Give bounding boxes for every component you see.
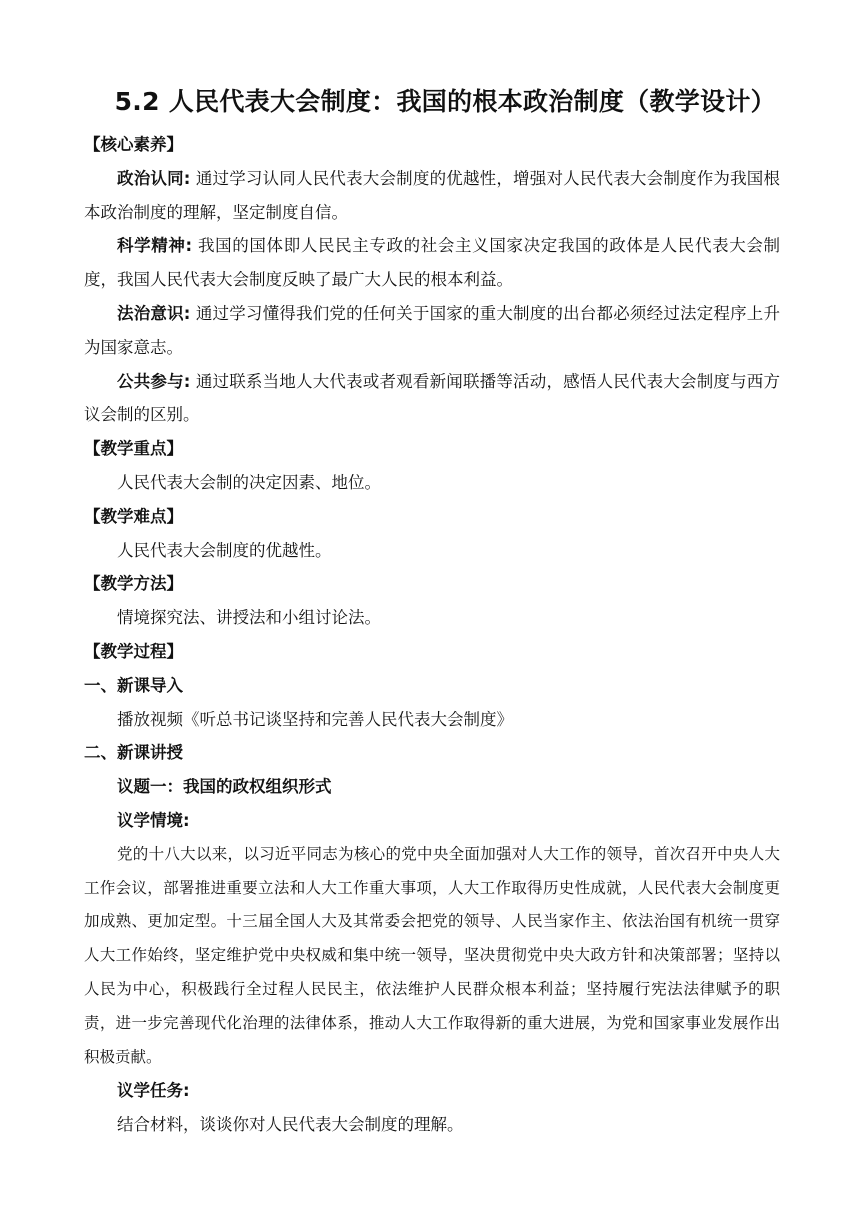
- process-part2-heading: 二、新课讲授: [84, 743, 183, 763]
- difficulties-text: 人民代表大会制度的优越性。: [117, 540, 332, 560]
- context-label: 议学情境:: [117, 810, 190, 830]
- document-title: 5.2 人民代表大会制度：我国的根本政治制度（教学设计）: [114, 87, 776, 116]
- core-item-political: [84, 162, 780, 230]
- core-item-law: [84, 297, 780, 365]
- section-heading-difficulties: 【教学难点】: [84, 506, 183, 526]
- document-body: [84, 128, 780, 1142]
- process-part1-heading: 一、新课导入: [84, 675, 183, 695]
- task-text: 结合材料，谈谈你对人民代表大会制度的理解。: [117, 1115, 464, 1135]
- core-item-text: 我国的国体即人民民主专政的社会主义国家决定我国的政体是人民代表大会制度，我国人民代表大会制度反映了最广大人民的根本利益。: [84, 236, 780, 290]
- context-paragraph: 党的十八大以来，以习近平同志为核心的党中央全面加强对人大工作的领导，首次召开中央人大工作会议，部署推进重要立法和人大工作重大事项，人大工作取得历史性成就，人民代表大会制度更加成熟、更加定型。十三届全国人大及其常委会把党的领导、人民当家作主、依法治国有机统一贯穿人大工作始终，坚定维护党中央权威和集中统一领导，坚决贯彻党中央大政方针和决策部署；坚持以人民为中心，积极践行全过程人民民主，依法维护人民群众根本利益；坚持履行宪法法律赋予的职责，进一步完善现代化治理的法律体系，推动人大工作取得新的重大进展，为党和国家事业发展作出积极贡献。: [84, 844, 780, 1066]
- key-points-text: 人民代表大会制的决定因素、地位。: [117, 472, 381, 492]
- core-item-participation: [84, 365, 780, 433]
- core-item-text: 通过联系当地人大代表或者观看新闻联播等活动，感悟人民代表大会制度与西方议会制的区别。: [84, 371, 780, 425]
- topic-heading: 议题一：我国的政权组织形式: [117, 777, 332, 797]
- section-heading-process: 【教学过程】: [84, 641, 183, 661]
- core-item-label: 法治意识:: [117, 303, 191, 323]
- methods-text: 情境探究法、讲授法和小组讨论法。: [117, 608, 381, 628]
- section-heading-methods: 【教学方法】: [84, 574, 183, 594]
- core-item-text: 通过学习认同人民代表大会制度的优越性，增强对人民代表大会制度作为我国根本政治制度的理解，坚定制度自信。: [84, 168, 780, 222]
- core-item-label: 公共参与:: [117, 371, 191, 391]
- section-heading-key-points: 【教学重点】: [84, 439, 183, 459]
- task-label: 议学任务:: [117, 1081, 190, 1101]
- process-part1-text: 播放视频《听总书记谈坚持和完善人民代表大会制度》: [117, 709, 513, 729]
- core-item-label: 政治认同:: [117, 168, 191, 188]
- section-heading-core: 【核心素养】: [84, 135, 183, 154]
- core-item-science: [84, 229, 780, 297]
- core-item-text: 通过学习懂得我们党的任何关于国家的重大制度的出台都必须经过法定程序上升为国家意志。: [84, 303, 780, 357]
- core-item-label: 科学精神:: [117, 236, 193, 256]
